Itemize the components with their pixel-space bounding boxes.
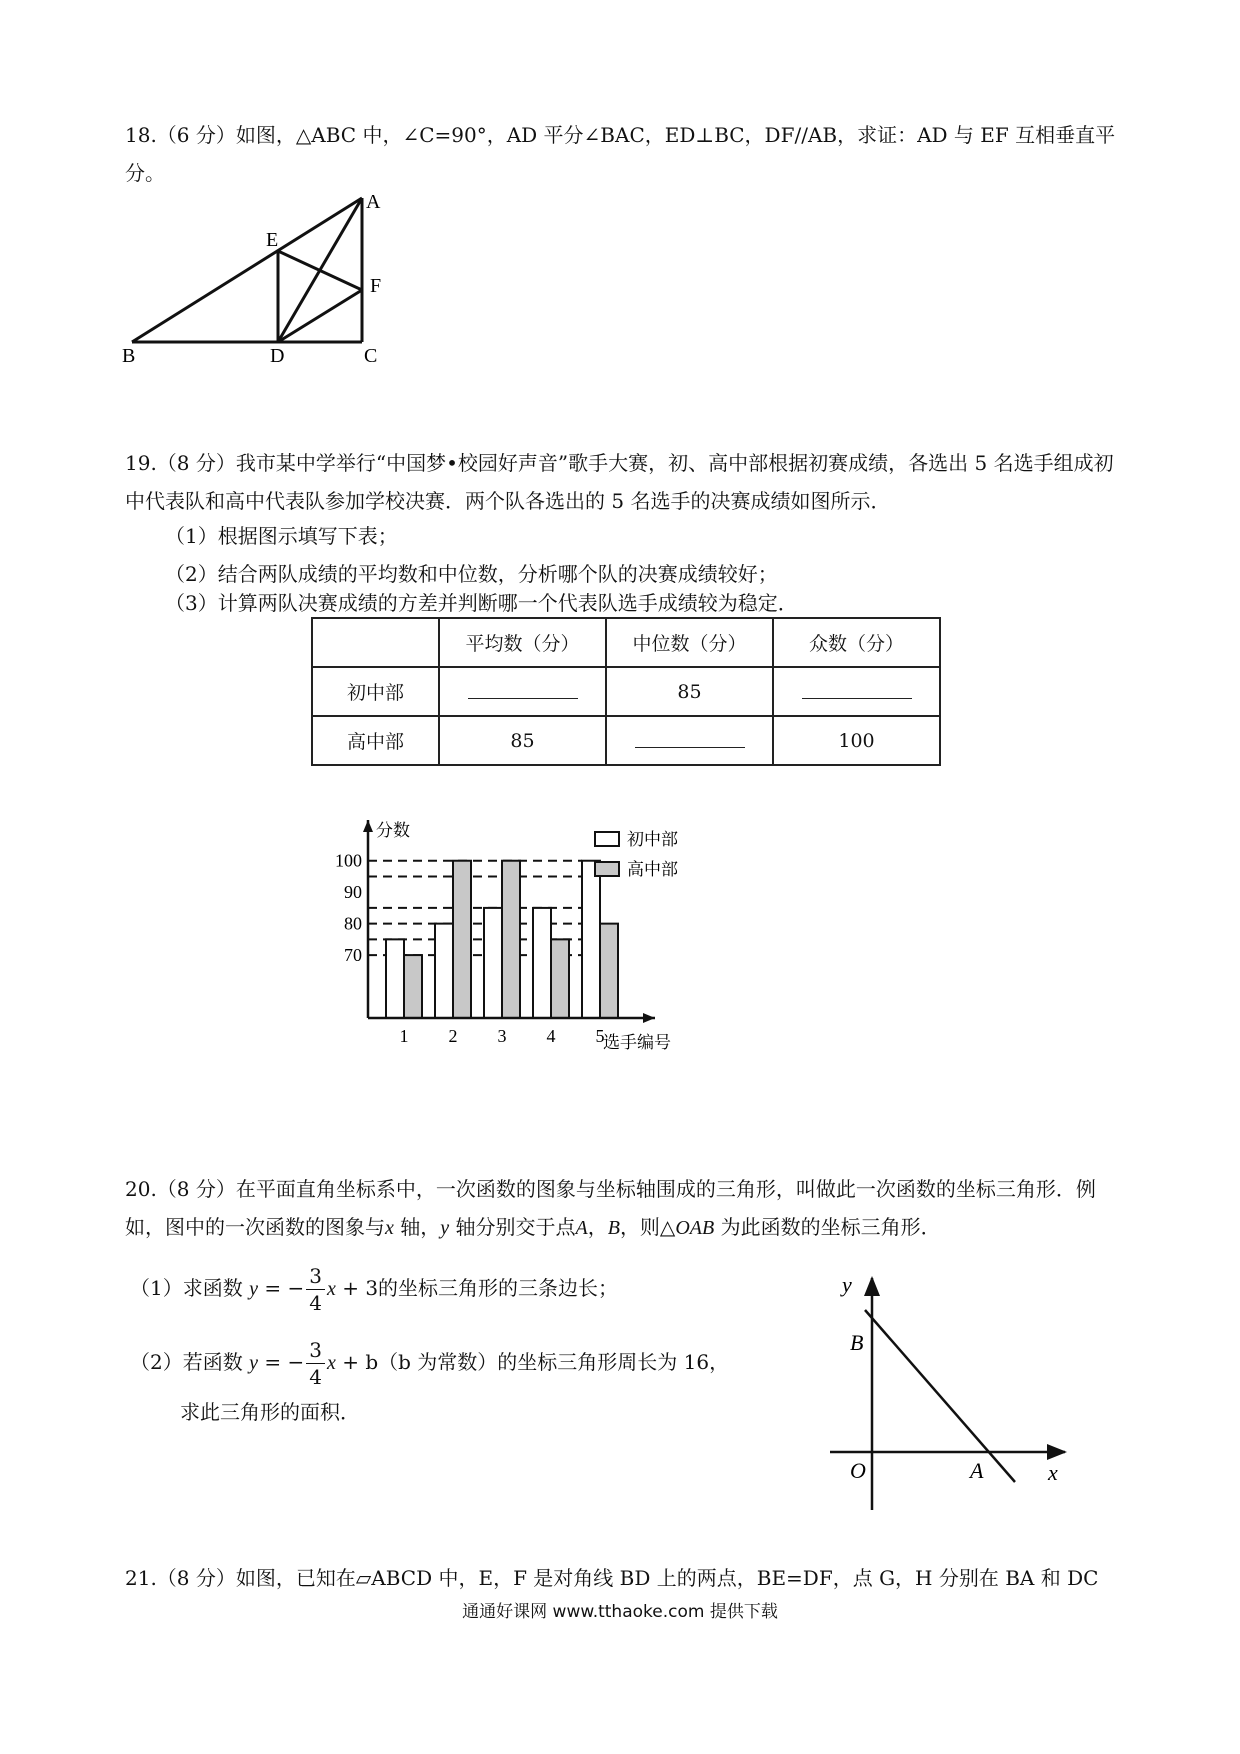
func-constant: + 3 bbox=[335, 1276, 379, 1300]
y-tick-label: 80 bbox=[344, 913, 362, 934]
table-row bbox=[312, 667, 940, 716]
origin-label: O bbox=[850, 1458, 866, 1483]
answer-blank bbox=[802, 680, 912, 699]
bar-junior bbox=[435, 924, 453, 1018]
q20-text-part: 如，图中的一次函数的图象与 bbox=[125, 1215, 385, 1239]
q20-line2 bbox=[125, 1208, 1125, 1247]
q20-line1: 20.（8 分）在平面直角坐标系中，一次函数的图象与坐标轴围成的三角形，叫做此一次函数的坐标三角形．例 bbox=[125, 1177, 1096, 1201]
func-y: y bbox=[249, 1352, 258, 1374]
x-axis-arrow bbox=[643, 1013, 655, 1023]
x-tick-label: 4 bbox=[546, 1026, 556, 1046]
bar-senior bbox=[453, 861, 471, 1018]
func-eq: = − bbox=[257, 1276, 305, 1300]
q20-sub2-line2: 求此三角形的面积． bbox=[180, 1400, 360, 1424]
q20-text-part: 为此函数的坐标三角形． bbox=[714, 1215, 941, 1239]
func-x: x bbox=[326, 1278, 336, 1300]
q19-sub1: （1）根据图示填写下表； bbox=[165, 524, 398, 548]
table-header-row bbox=[312, 618, 940, 667]
table-cell: 85 bbox=[606, 667, 773, 716]
fraction-denominator: 4 bbox=[309, 1291, 322, 1315]
y-axis-title: 分数 bbox=[376, 821, 410, 841]
legend-swatch bbox=[595, 832, 619, 846]
table-header-cell: 中位数（分） bbox=[606, 618, 773, 667]
y-tick-label: 70 bbox=[344, 945, 362, 966]
table-cell-blank bbox=[773, 667, 940, 716]
func-eq: = − bbox=[257, 1350, 305, 1374]
x-tick-label: 2 bbox=[448, 1026, 458, 1046]
q20-var-y: y bbox=[440, 1217, 450, 1239]
segment-ba bbox=[132, 198, 362, 342]
legend-label: 高中部 bbox=[627, 860, 678, 880]
table-header-cell: 平均数（分） bbox=[439, 618, 606, 667]
func-x: x bbox=[326, 1352, 336, 1374]
bar-senior bbox=[600, 924, 618, 1018]
answer-blank bbox=[635, 729, 745, 748]
axis-label-x: x bbox=[1048, 1460, 1058, 1485]
fraction-numerator: 3 bbox=[306, 1337, 325, 1364]
function-line bbox=[865, 1310, 1015, 1482]
q20-point-b: B bbox=[607, 1217, 620, 1239]
q20-text-part: ， bbox=[587, 1215, 608, 1239]
func-y: y bbox=[249, 1278, 258, 1300]
q20-text-part: ，则△ bbox=[619, 1215, 676, 1239]
label-c: C bbox=[364, 345, 378, 367]
table-header-cell bbox=[312, 618, 439, 667]
label-d: D bbox=[270, 345, 285, 367]
q18-triangle-figure bbox=[120, 190, 400, 370]
table-header-cell: 众数（分） bbox=[773, 618, 940, 667]
func-constant: + b bbox=[335, 1350, 379, 1374]
bar-senior bbox=[404, 955, 422, 1018]
page-footer: 通通好课网 www.tthaoke.com 提供下载 bbox=[462, 1602, 778, 1622]
fraction bbox=[306, 1263, 325, 1316]
table-row bbox=[312, 716, 940, 765]
point-a-label: A bbox=[970, 1458, 984, 1483]
bar-junior bbox=[582, 861, 600, 1018]
table-row-label: 高中部 bbox=[312, 716, 439, 765]
q18-text: 18.（6 分）如图，△ABC 中，∠C=90°，AD 平分∠BAC，ED⊥BC，DF//AB，求证：AD 与 EF 互相垂直平分。 bbox=[125, 123, 1116, 185]
table-cell: 85 bbox=[439, 716, 606, 765]
y-tick-label: 90 bbox=[344, 882, 362, 903]
bar-junior bbox=[484, 908, 502, 1018]
q20-sub1 bbox=[130, 1258, 750, 1319]
x-tick-label: 3 bbox=[497, 1026, 507, 1046]
q20-point-a: A bbox=[575, 1217, 588, 1239]
q21-text: 21.（8 分）如图，已知在▱ABCD 中，E，F 是对角线 BD 上的两点，BE=DF，点 G，H 分别在 BA 和 DC bbox=[125, 1566, 1099, 1590]
table-row-label: 初中部 bbox=[312, 667, 439, 716]
label-a: A bbox=[366, 191, 381, 213]
bar-junior bbox=[386, 939, 404, 1018]
score-bar-chart bbox=[320, 800, 770, 1070]
fraction-numerator: 3 bbox=[306, 1263, 325, 1290]
q20-text-part: 轴， bbox=[393, 1215, 441, 1239]
label-e: E bbox=[266, 229, 279, 251]
x-tick-label: 1 bbox=[399, 1026, 409, 1046]
label-b: B bbox=[122, 345, 136, 367]
segment-df bbox=[278, 290, 362, 342]
score-table bbox=[311, 617, 941, 766]
q20-text-part: 轴分别交于点 bbox=[449, 1215, 576, 1239]
table-cell-blank bbox=[439, 667, 606, 716]
label-f: F bbox=[370, 275, 382, 297]
q20-sub1-prefix: （1）求函数 bbox=[130, 1276, 243, 1300]
axis-label-y: y bbox=[842, 1272, 852, 1297]
q20-coordinate-graph bbox=[820, 1270, 1080, 1520]
q20-var-x: x bbox=[385, 1217, 394, 1239]
q20-sub1-suffix: 的坐标三角形的三条边长； bbox=[378, 1276, 619, 1300]
legend-swatch bbox=[595, 862, 619, 876]
bar-senior bbox=[502, 861, 520, 1018]
x-axis-title: 选手编号 bbox=[603, 1033, 671, 1053]
q20-sub2-prefix: （2）若函数 bbox=[130, 1350, 243, 1374]
q19-sub2: （2）结合两队成绩的平均数和中位数，分析哪个队的决赛成绩较好； bbox=[165, 562, 778, 586]
point-b-label: B bbox=[850, 1330, 864, 1355]
q20-sub2-suffix: （b 为常数）的坐标三角形周长为 16， bbox=[378, 1350, 730, 1374]
answer-blank bbox=[468, 680, 578, 699]
legend-label: 初中部 bbox=[627, 830, 678, 850]
bar-junior bbox=[533, 908, 551, 1018]
y-axis-arrow bbox=[363, 820, 373, 832]
fraction bbox=[306, 1337, 325, 1390]
y-tick-label: 100 bbox=[335, 850, 362, 871]
q19-sub3: （3）计算两队决赛成绩的方差并判断哪一个代表队选手成绩较为稳定． bbox=[165, 591, 798, 615]
q20-sub2 bbox=[130, 1332, 750, 1393]
table-cell: 100 bbox=[773, 716, 940, 765]
fraction-denominator: 4 bbox=[309, 1365, 322, 1389]
x-tick-label: 5 bbox=[595, 1026, 605, 1046]
table-cell-blank bbox=[606, 716, 773, 765]
q19-text: 19.（8 分）我市某中学举行“中国梦•校园好声音”歌手大赛，初、高中部根据初赛成绩，各选出 5 名选手组成初中代表队和高中代表队参加学校决赛．两个队各选出的 5 名选手的决赛成绩如图所示． bbox=[125, 451, 1114, 513]
segment-ef bbox=[278, 251, 362, 290]
q20-triangle-oab: OAB bbox=[675, 1217, 715, 1239]
bar-senior bbox=[551, 939, 569, 1018]
